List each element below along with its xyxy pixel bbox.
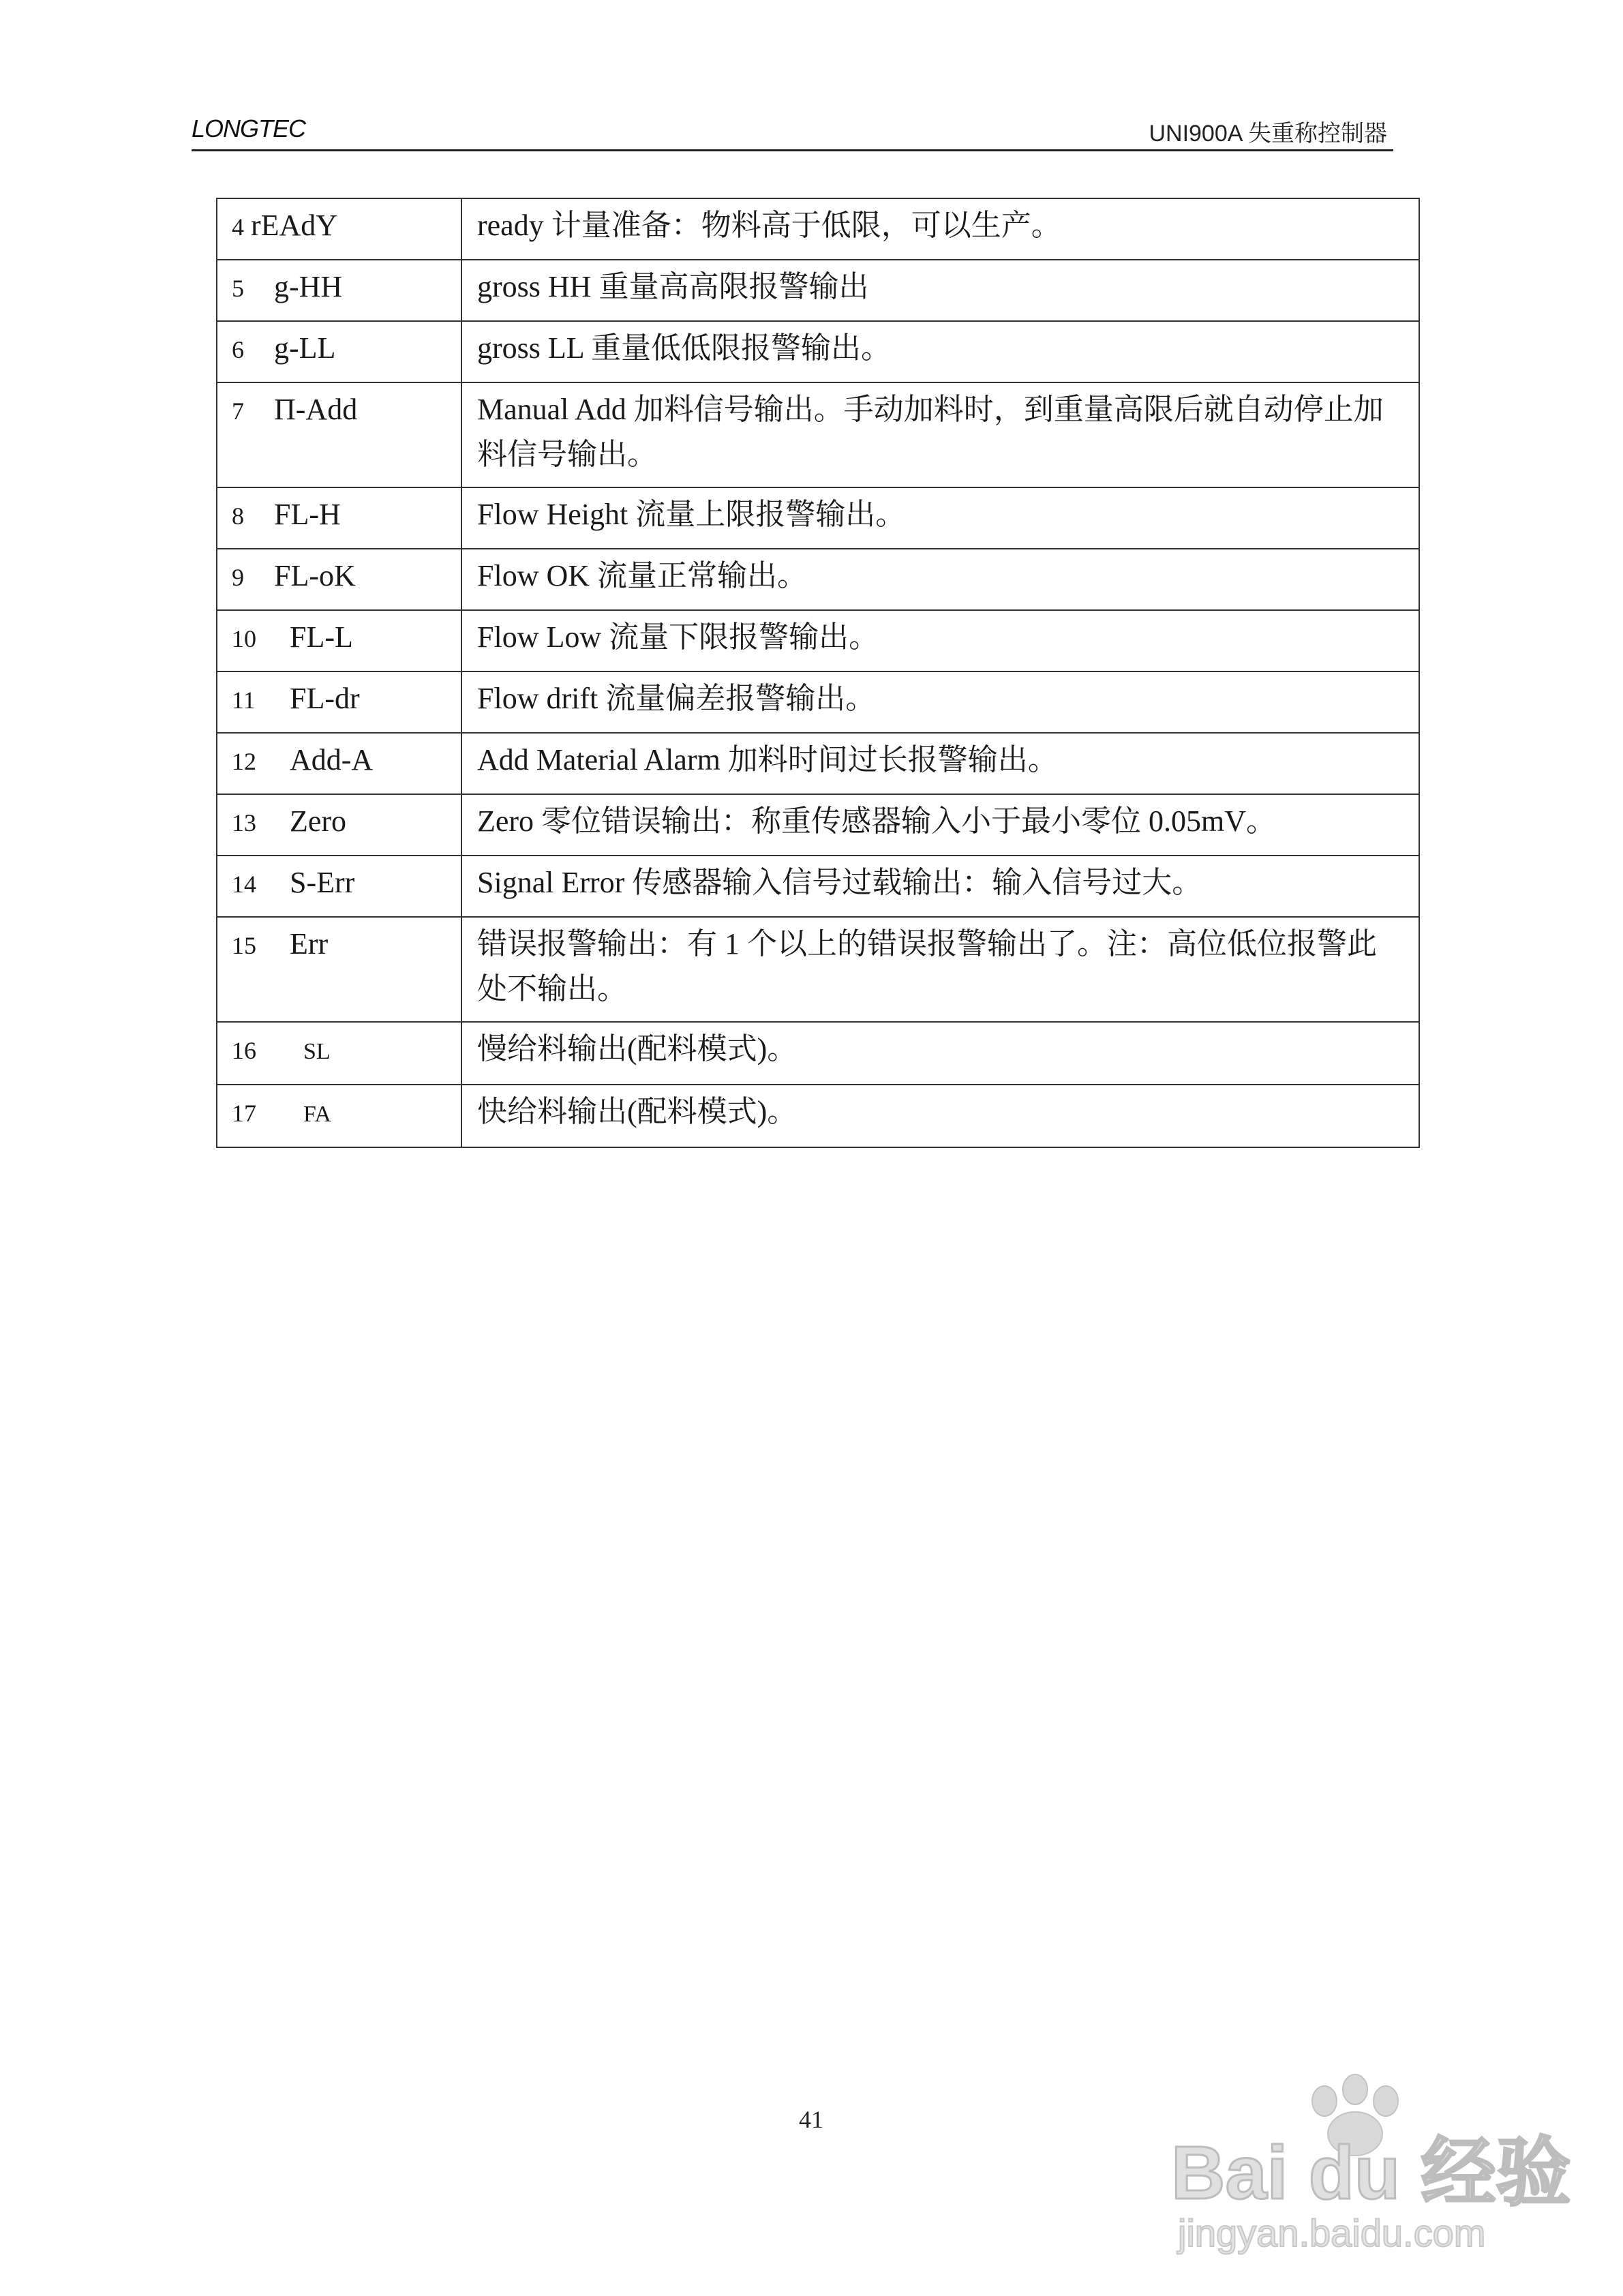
signal-code: Err: [290, 927, 329, 961]
code-cell: [217, 321, 461, 382]
description-cell: Flow OK 流量正常输出。: [461, 549, 1419, 610]
description-cell: gross LL 重量低低限报警输出。: [461, 321, 1419, 382]
header-title: UNI900A 失重称控制器: [1149, 121, 1387, 147]
row-number: 17: [232, 1100, 256, 1127]
table-row: [217, 610, 1419, 671]
row-number: 11: [232, 686, 256, 714]
signal-code: FL-H: [274, 498, 341, 531]
signal-code: FL-dr: [290, 682, 360, 715]
code-cell: [217, 794, 461, 856]
code-cell: [217, 382, 461, 487]
signal-code: g-LL: [274, 331, 336, 365]
signal-code: SL: [303, 1039, 331, 1064]
code-cell: [217, 1085, 461, 1147]
table-row: [217, 671, 1419, 733]
description-cell: gross HH 重量高高限报警输出: [461, 260, 1419, 321]
header-brand: LONGTEC: [192, 115, 306, 142]
row-number: 10: [232, 625, 256, 652]
table-row: [217, 1085, 1419, 1147]
description-cell: Signal Error 传感器输入信号过载输出：输入信号过大。: [461, 856, 1419, 917]
row-number: 16: [232, 1037, 256, 1064]
code-cell: [217, 856, 461, 917]
signal-code: FA: [303, 1102, 331, 1127]
watermark-url: jingyan.baidu.com: [1178, 2211, 1486, 2254]
description-cell: 快给料输出(配料模式)。: [461, 1085, 1419, 1147]
table-row: [217, 917, 1419, 1022]
paw-toe-icon: [1374, 2086, 1398, 2116]
description-cell: Flow Height 流量上限报警输出。: [461, 487, 1419, 549]
row-number: 8: [232, 502, 244, 530]
table-row: [217, 321, 1419, 382]
output-signal-table: [216, 198, 1420, 1148]
row-number: 4: [232, 213, 244, 241]
code-cell: [217, 260, 461, 321]
row-number: 5: [232, 275, 244, 302]
signal-code: g-HH: [274, 270, 343, 303]
table-row: [217, 1022, 1419, 1085]
table-row: [217, 382, 1419, 487]
signal-code: FL-L: [290, 620, 353, 654]
table-row: [217, 260, 1419, 321]
code-cell: [217, 917, 461, 1022]
watermark-logo: Bai du 经验: [1171, 2131, 1571, 2215]
page-number: 41: [799, 2106, 823, 2133]
row-number: 13: [232, 809, 256, 836]
row-number: 6: [232, 336, 244, 363]
description-cell: Manual Add 加料信号输出。手动加料时，到重量高限后就自动停止加料信号输出。: [461, 382, 1419, 487]
description-cell: Flow Low 流量下限报警输出。: [461, 610, 1419, 671]
table-row: [217, 549, 1419, 610]
signal-code: FL-oK: [274, 559, 356, 592]
description-cell: Zero 零位错误输出：称重传感器输入小于最小零位 0.05mV。: [461, 794, 1419, 856]
row-number: 15: [232, 932, 256, 959]
table-row: [217, 198, 1419, 260]
code-cell: [217, 198, 461, 260]
row-number: 12: [232, 748, 256, 775]
table-row: [217, 794, 1419, 856]
code-cell: [217, 733, 461, 794]
description-cell: 错误报警输出：有 1 个以上的错误报警输出了。注：高位低位报警此处不输出。: [461, 917, 1419, 1022]
description-cell: Flow drift 流量偏差报警输出。: [461, 671, 1419, 733]
description-cell: Add Material Alarm 加料时间过长报警输出。: [461, 733, 1419, 794]
code-cell: [217, 671, 461, 733]
signal-code: Zero: [290, 804, 347, 838]
signal-code: Π-Add: [274, 393, 358, 426]
row-number: 7: [232, 397, 244, 425]
paw-toe-icon: [1343, 2074, 1367, 2104]
baidu-jingyan-watermark: [1151, 2052, 1573, 2256]
code-cell: [217, 610, 461, 671]
table-row: [217, 856, 1419, 917]
description-cell: ready 计量准备：物料高于低限，可以生产。: [461, 198, 1419, 260]
row-number: 14: [232, 871, 256, 898]
signal-code: Add-A: [290, 743, 374, 776]
code-cell: [217, 1022, 461, 1085]
description-cell: 慢给料输出(配料模式)。: [461, 1022, 1419, 1085]
signal-code: rEAdY: [251, 209, 338, 242]
header-rule: [192, 149, 1393, 151]
paw-toe-icon: [1312, 2086, 1337, 2116]
signal-code: S-Err: [290, 866, 355, 899]
code-cell: [217, 487, 461, 549]
row-number: 9: [232, 564, 244, 591]
table-row: [217, 733, 1419, 794]
code-cell: [217, 549, 461, 610]
table-row: [217, 487, 1419, 549]
